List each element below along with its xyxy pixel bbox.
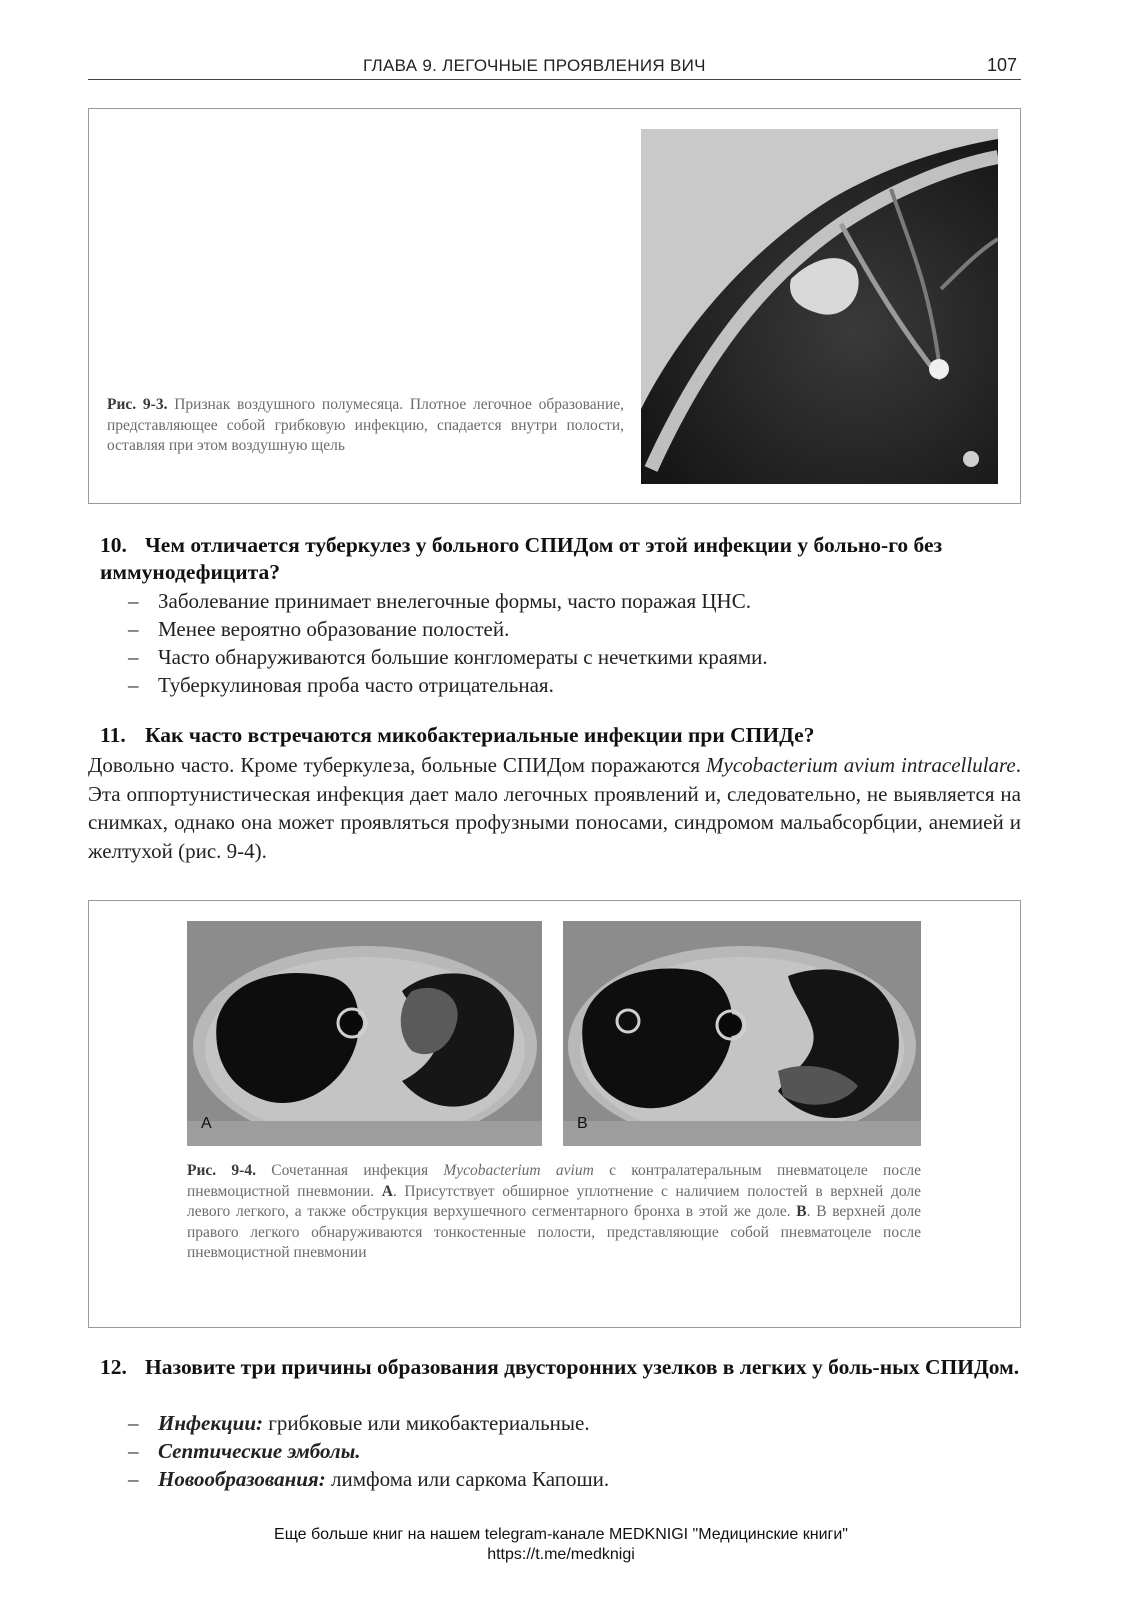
question-10-number: 10. [100,533,127,557]
question-12-answers [128,1409,1008,1493]
question-11-number: 11. [100,723,126,747]
chapter-title: ГЛАВА 9. ЛЕГОЧНЫЕ ПРОЯВЛЕНИЯ ВИЧ [363,56,706,75]
list-item: – Новообразования: лимфома или саркома Капоши. [128,1467,610,1491]
question-11-text: Как часто встречаются микобактериальные инфекции при СПИДе? [145,723,815,747]
question-10-answers [128,587,1008,699]
figure-9-4 [88,900,1021,1328]
question-11 [100,722,1022,749]
question-12 [100,1354,1022,1381]
question-10-text: Чем отличается туберкулез у больного СПИДом от этой инфекции у больно-го без иммунодефицита? [100,533,943,584]
list-item: – Менее вероятно образование полостей. [128,617,510,641]
figure-9-4-caption: Рис. 9-4. Сочетанная инфекция Mycobacterium avium с контралатеральным пневматоцеле после пневмоцистной пневмонии. А. Присутствует обширное уплотнение с наличием полостей в верхней доле левого легкого, а также обструкция верхушечного сегментарного бронха в этой же доле. В. В верхней доле правого легкого обнаруживаются тонкостенные полости, представляющие собой пневматоцеле после пневмоцистной пневмонии [187,1162,921,1261]
figure-9-3 [88,108,1021,504]
list-item: – Заболевание принимает внелегочные формы, часто поражая ЦНС. [128,589,751,613]
list-item: – Септические эмболы. [128,1439,361,1463]
list-item: – Туберкулиновая проба часто отрицательная. [128,673,554,697]
figure-9-4-panel-b-image [563,921,921,1146]
figure-9-3-caption [107,395,624,457]
figure-9-3-caption-text: Признак воздушного полумесяца. Плотное легочное образование, представляющее собой грибковую инфекцию, спадается внутри полости, оставляя при этом воздушную щель [107,396,624,454]
list-item: – Часто обнаруживаются большие конгломераты с нечеткими краями. [128,645,768,669]
question-11-answer: Довольно часто. Кроме туберкулеза, больные СПИДом поражаются Mycobacterium avium intracellulare. Эта оппортунистическая инфекция дает мало легочных проявлений и, следовательно, не выявляется на снимках, однако она может проявляться профузными поносами, синдромом мальабсорбции, анемией и желтухой (рис. 9-4). [88,753,1021,863]
footer-link[interactable]: https://t.me/medknigi [487,1546,635,1563]
figure-9-3-label: Рис. 9-3. [107,396,168,413]
question-12-text: Назовите три причины образования двусторонних узелков в легких у боль-ных СПИДом. [145,1355,1020,1379]
figure-9-4-panel-b-label: B [577,1115,588,1132]
figure-9-3-ct-image [641,129,998,484]
figure-9-4-panel-a-image [187,921,542,1146]
header-rule [88,79,1021,80]
question-12-number: 12. [100,1355,127,1379]
footer [0,1525,1122,1565]
figure-9-4-panel-a-label: A [201,1115,212,1132]
list-item: – Инфекции: грибковые или микобактериальные. [128,1411,590,1435]
question-10 [100,532,1022,586]
page-number: 107 [987,55,1018,75]
footer-line-1: Еще больше книг на нашем telegram-канале MEDKNIGI "Медицинские книги" [274,1526,848,1543]
